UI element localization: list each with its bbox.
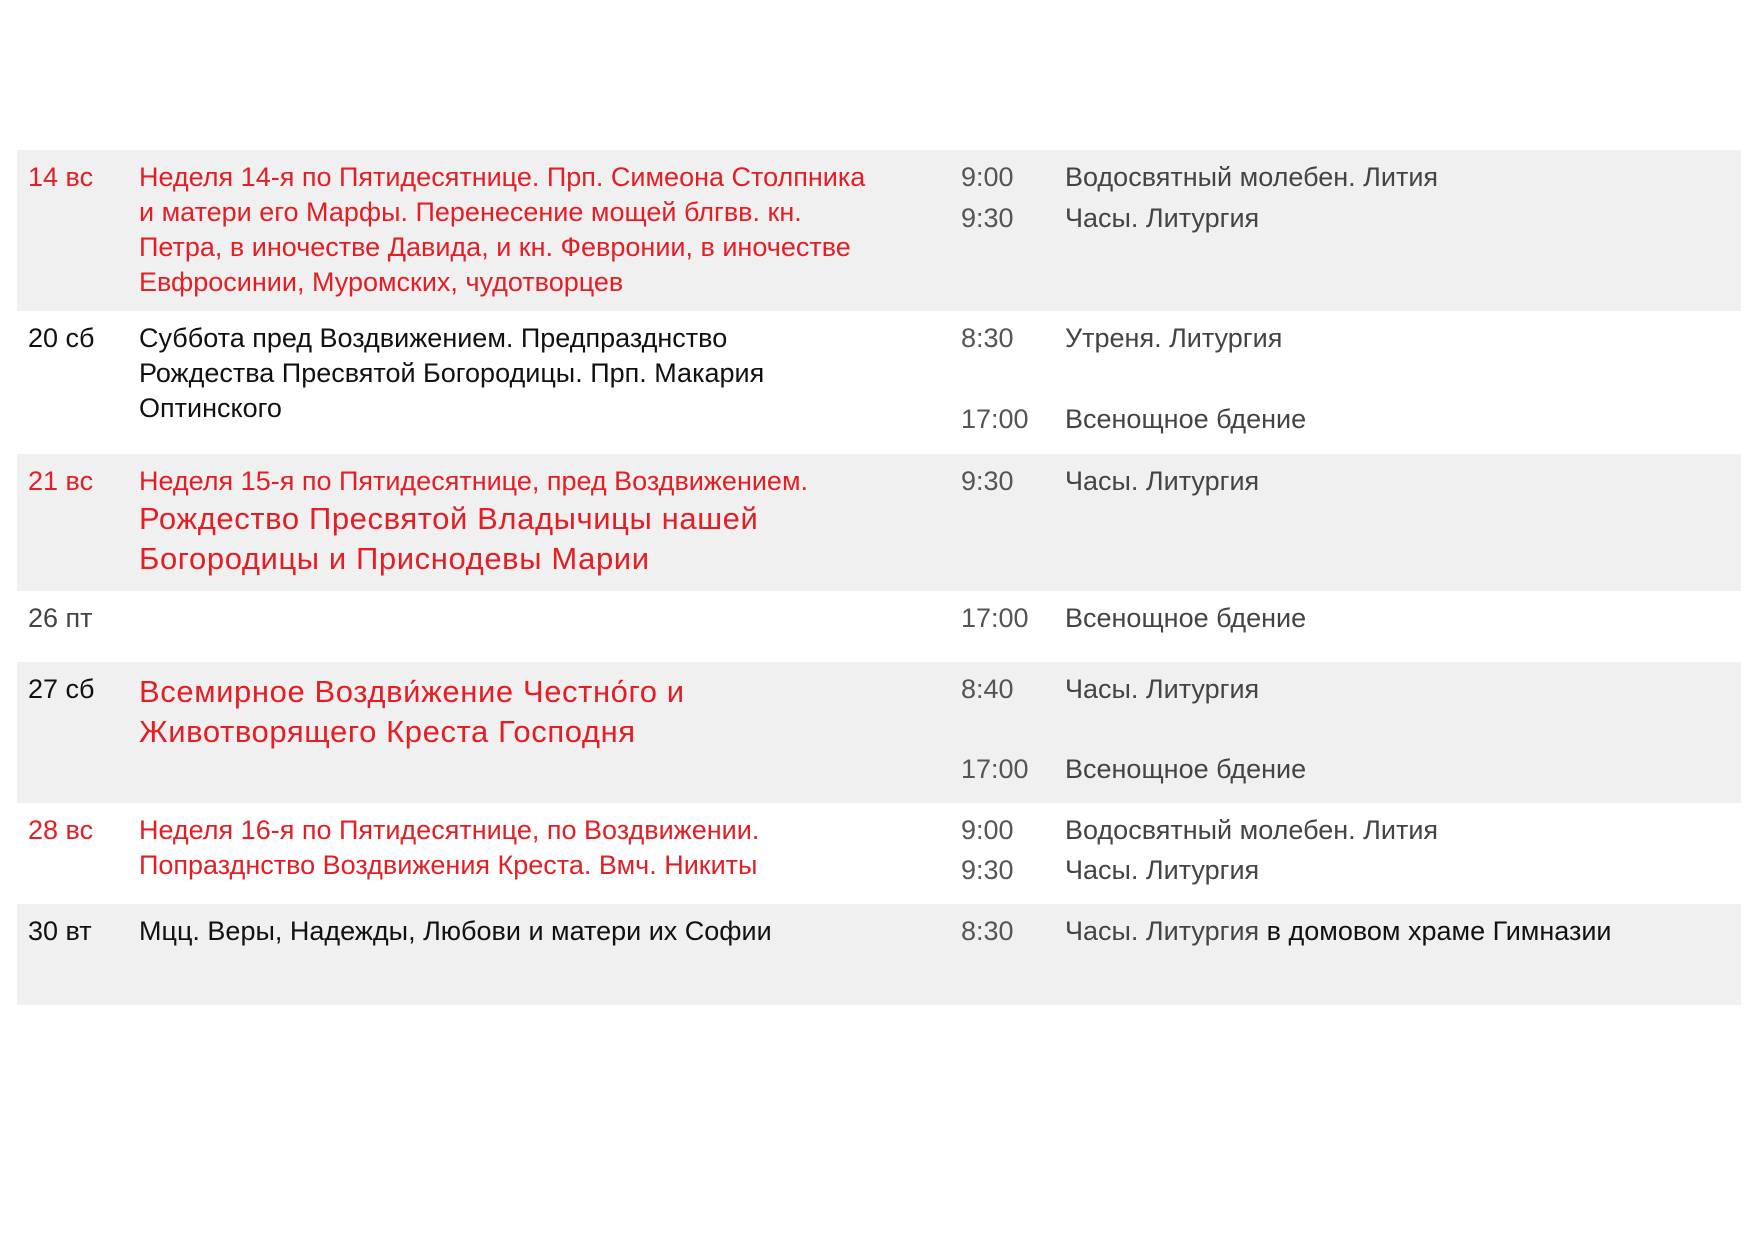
service-time: 17:00 <box>961 404 1029 434</box>
feast-title <box>139 914 959 949</box>
service-time: 8:30 <box>961 916 1014 946</box>
feast-title-line: Рождества Пресвятой Богородицы. Прп. Макария <box>139 358 765 388</box>
day-label: 14 вс <box>28 162 94 192</box>
service-name: Водосвятный молебен. Лития <box>1065 162 1439 192</box>
service-time: 9:30 <box>961 466 1014 496</box>
feast-title-line: Мцц. Веры, Надежды, Любови и матери их Софии <box>139 916 772 946</box>
day-label: 20 сб <box>28 323 95 353</box>
service-name: Часы. Литургия <box>1065 855 1260 885</box>
schedule-row <box>17 803 1741 904</box>
schedule-row <box>17 591 1741 662</box>
feast-title-line: Суббота пред Воздвижением. Предпразднство <box>139 323 728 353</box>
service-name: Всенощное бдение <box>1065 603 1307 633</box>
feast-title-line: Неделя 14-я по Пятидесятнице. Прп. Симеона Столпника <box>139 162 866 192</box>
feast-title-line: Евфросинии, Муромских, чудотворцев <box>139 267 624 297</box>
day-label: 28 вс <box>28 815 94 845</box>
service-name: Утреня. Литургия <box>1065 323 1283 353</box>
feast-title-line: и матери его Марфы. Перенесение мощей блгвв. кн. <box>139 197 802 227</box>
service-time: 9:30 <box>961 855 1014 885</box>
service-time: 17:00 <box>961 603 1029 633</box>
feast-title-line: Неделя 15-я по Пятидесятнице, пред Воздвижением. <box>139 466 809 496</box>
service-time: 17:00 <box>961 754 1029 784</box>
schedule-row <box>17 311 1741 454</box>
service-time: 9:00 <box>961 162 1014 192</box>
service-time: 9:30 <box>961 203 1014 233</box>
feast-title <box>139 672 959 752</box>
service-name: Часы. Литургия <box>1065 466 1260 496</box>
feast-title <box>139 160 959 300</box>
feast-title-line: Животворящего Креста Господня <box>139 714 636 749</box>
feast-title-line: Богородицы и Приснодевы Марии <box>139 541 650 576</box>
service-name: Всенощное бдение <box>1065 754 1307 784</box>
feast-title <box>139 813 959 883</box>
service-name: Водосвятный молебен. Лития <box>1065 815 1439 845</box>
service-name: Часы. Литургия <box>1065 674 1260 704</box>
schedule-row <box>17 150 1741 311</box>
day-label: 27 сб <box>28 674 95 704</box>
feast-title-line: Оптинского <box>139 393 282 423</box>
service-name: Часы. Литургия <box>1065 203 1260 233</box>
service-name-text: Часы. Литургия <box>1065 916 1260 946</box>
schedule-row <box>17 662 1741 803</box>
service-time: 9:00 <box>961 815 1014 845</box>
schedule-row <box>17 904 1741 1005</box>
day-label: 30 вт <box>28 916 92 946</box>
service-name: Всенощное бдение <box>1065 404 1307 434</box>
day-label: 26 пт <box>28 603 93 633</box>
feast-title-line: Неделя 16-я по Пятидесятнице, по Воздвижении. <box>139 815 760 845</box>
service-time: 8:40 <box>961 674 1014 704</box>
feast-title <box>139 321 959 426</box>
service-time: 8:30 <box>961 323 1014 353</box>
service-name <box>1065 914 1612 949</box>
schedule-table <box>17 150 1741 1005</box>
feast-title-line: Попразднство Воздвижения Креста. Вмч. Никиты <box>139 850 758 880</box>
feast-title-line: Петра, в иночестве Давида, и кн. Февронии, в иночестве <box>139 232 851 262</box>
feast-title-line: Всемирное Воздви́жение Честно́го и <box>139 674 685 709</box>
feast-title <box>139 464 959 579</box>
schedule-row <box>17 454 1741 591</box>
day-label: 21 вс <box>28 466 94 496</box>
service-place: в домовом храме Гимназии <box>1266 916 1612 946</box>
feast-title-line: Рождество Пресвятой Владычицы нашей <box>139 501 759 536</box>
